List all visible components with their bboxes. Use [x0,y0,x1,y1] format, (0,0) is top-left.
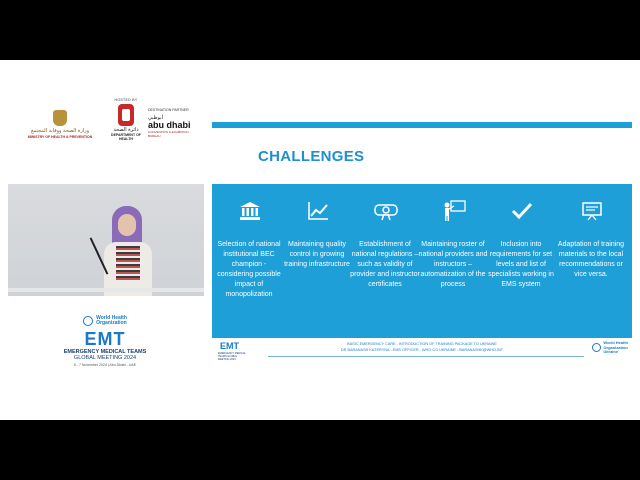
footer-who-line-3: Ukraine [603,349,619,354]
slide-top-bar [212,122,632,128]
checkmark-icon [510,200,534,222]
challenge-column [556,184,626,338]
video-frame [0,60,640,420]
destination-arabic-text: أبوظبي [148,115,164,121]
challenge-text: Adaptation of training materials to the local recommendations or vice versa. [557,241,625,278]
speaker-embroidery [116,246,140,282]
footer-speaker-info: DR BARANASH KATERYNA - EMS OFFICER - WHO CO UKRAINE - BARANASHK@WHO.INT [340,348,504,352]
presentation-board-icon [580,200,604,222]
uae-emblem-icon [53,110,67,126]
moh-english-text: MINISTRY OF HEALTH & PREVENTION [27,135,93,139]
challenge-text: Establishment of national regulations – such as validity of provider and instructor certificates [350,241,420,288]
challenge-column [350,184,420,338]
footer-emt-subtitle: EMERGENCY MEDICAL TEAMS GLOBAL MEETING 2024 [218,352,246,361]
challenge-text: Maintaining quality control in growing training infrastructure [284,241,350,268]
destination-subtitle: CONVENTION & EXHIBITION BUREAU [148,130,189,138]
presenter-icon [442,200,466,222]
abu-dhabi-emblem-icon [118,104,134,126]
presentation-slide [212,122,632,360]
who-name [96,316,127,326]
who-logo [60,316,150,326]
who-line-1: World Health [96,315,127,321]
slide-title: CHALLENGES [258,148,365,165]
speaker-video [8,184,204,296]
footer-talk-title: BASIC EMERGENCY CARE - INTRODUCTION OF TRAINING PACKAGE TO UKRAINE [347,342,497,346]
slide-footer [212,340,632,360]
footer-emt-logo: EMT [220,341,239,351]
event-logo-block [60,316,150,367]
challenges-panel [212,184,632,338]
event-dates: 5 - 7 November 2024 | Abu Dhabi - UAE [73,363,137,367]
destination-partner-logo [148,108,198,138]
challenge-column [486,184,556,338]
challenge-text: Maintaining roster of national providers and instructors – automatization of the process [418,241,488,288]
challenge-text: Selection of national institutional BEC champion - considering possible impact of monopolization [217,241,281,298]
doh-arabic-text: دائرة الصحة [113,127,139,133]
hosted-by-label: HOSTED BY [114,98,138,102]
emt-logo: EMT [84,329,126,349]
who-emblem-icon [83,316,93,326]
challenge-column [214,184,284,338]
department-of-health-logo [106,98,146,141]
footer-divider [268,356,584,357]
podium [8,288,204,292]
doh-english-text: DEPARTMENT OF HEALTH [111,133,141,141]
challenge-text: Inclusion into requirements for set levels and list of specialists working in EMS system [488,241,554,288]
destination-partner-label: DESTINATION PARTNER [148,108,189,112]
challenge-column [418,184,488,338]
line-chart-icon [306,200,330,222]
institution-icon [238,200,262,222]
moh-arabic-text: وزارة الصحة ووقاية المجتمع [30,128,90,134]
letterbox-top [0,0,640,60]
event-subtitle: GLOBAL MEETING 2024 [73,355,137,361]
who-emblem-icon [592,343,601,352]
destination-name: abu dhabi [148,120,191,130]
footer-who-logo [592,341,628,355]
who-line-2: Organization [96,320,127,326]
footer-who-line-2: Organization [603,344,628,350]
footer-who-line-1: World Health [603,340,628,345]
certificate-icon [374,200,398,222]
event-title: EMERGENCY MEDICAL TEAMS [63,349,147,355]
speaker-face [118,214,136,236]
sponsor-logos [20,98,200,158]
ministry-of-health-logo [24,110,96,139]
challenge-column [282,184,352,338]
footer-who-text [603,341,628,355]
letterbox-bottom [0,420,640,480]
